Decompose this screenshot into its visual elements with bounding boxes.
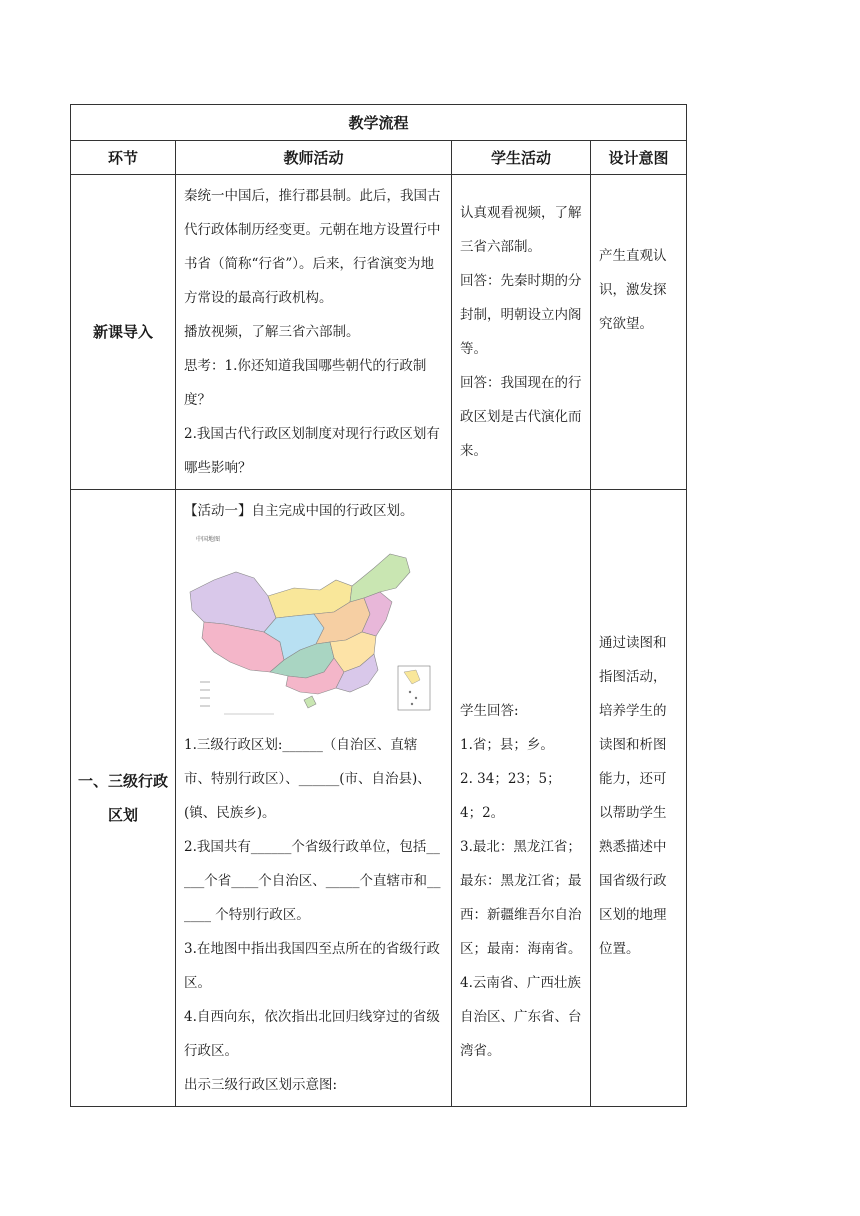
teacher-text: 出示三级行政区划示意图: [184, 1077, 338, 1093]
design-intent-intro: 产生直观认识，激发探究欲望。 [591, 175, 687, 490]
table-title: 教学流程 [71, 105, 687, 141]
teacher-text: 秦统一中国后，推行郡县制。此后，我国古代行政体制历经变更。元朝在地方设置行中书省（简称“行省”）。后来，行省演变为地方常设的最高行政机构。 [184, 188, 441, 306]
teacher-activity-intro [176, 175, 452, 490]
teacher-text: 2.我国共有______个省级行政单位，包括_____个省____个自治区、_____个直辖市和______ 个特别行政区。 [184, 839, 441, 923]
student-text: 回答：先秦时期的分封制，明朝设立内阁等。 [460, 273, 582, 357]
table-row [71, 490, 687, 1107]
design-intent-admin: 通过读图和指图活动，培养学生的读图和析图能力，还可以帮助学生熟悉描述中国省级行政区划的地理位置。 [591, 490, 687, 1107]
student-text: 2. 34；23；5；4；2。 [460, 771, 561, 821]
student-text: 学生回答: [460, 703, 519, 719]
student-activity-admin [452, 490, 591, 1107]
teacher-text: 2.我国古代行政区划制度对现行行政区划有哪些影响？ [184, 426, 440, 476]
teacher-text: 3.在地图中指出我国四至点所在的省级行政区。 [184, 941, 440, 991]
student-text: 1.省；县；乡。 [460, 737, 554, 753]
header-teacher-activity: 教师活动 [176, 141, 452, 175]
student-text: 回答：我国现在的行政区划是古代演化而来。 [460, 375, 582, 459]
teacher-text: 1.三级行政区划:______（自治区、直辖市、特别行政区）、______(市、自治县)、(镇、民族乡)。 [184, 737, 431, 821]
activity-one-intro: 【活动一】自主完成中国的行政区划。 [184, 503, 414, 519]
teacher-activity-admin [176, 490, 452, 1107]
student-text: 认真观看视频，了解三省六部制。 [460, 205, 582, 255]
table-row [71, 175, 687, 490]
header-stage: 环节 [71, 141, 176, 175]
teacher-text: 播放视频，了解三省六部制。 [184, 324, 360, 340]
teaching-flow-table [70, 104, 687, 1107]
header-design-intent: 设计意图 [591, 141, 687, 175]
teacher-text: 4.自西向东，依次指出北回归线穿过的省级行政区。 [184, 1009, 440, 1059]
student-text: 4.云南省、广西壮族自治区、广东省、台湾省。 [460, 975, 582, 1059]
map-title: 中国地图 [196, 536, 221, 543]
header-student-activity: 学生活动 [452, 141, 591, 175]
stage-intro: 新课导入 [71, 175, 176, 490]
stage-admin-divisions: 一、三级行政区划 [71, 490, 176, 1107]
china-map-image [184, 532, 440, 722]
student-activity-intro [452, 175, 591, 490]
teacher-text: 思考：1.你还知道我国哪些朝代的行政制度？ [184, 358, 427, 408]
student-text: 3.最北：黑龙江省；最东：黑龙江省；最西：新疆维吾尔自治区；最南：海南省。 [460, 839, 582, 957]
